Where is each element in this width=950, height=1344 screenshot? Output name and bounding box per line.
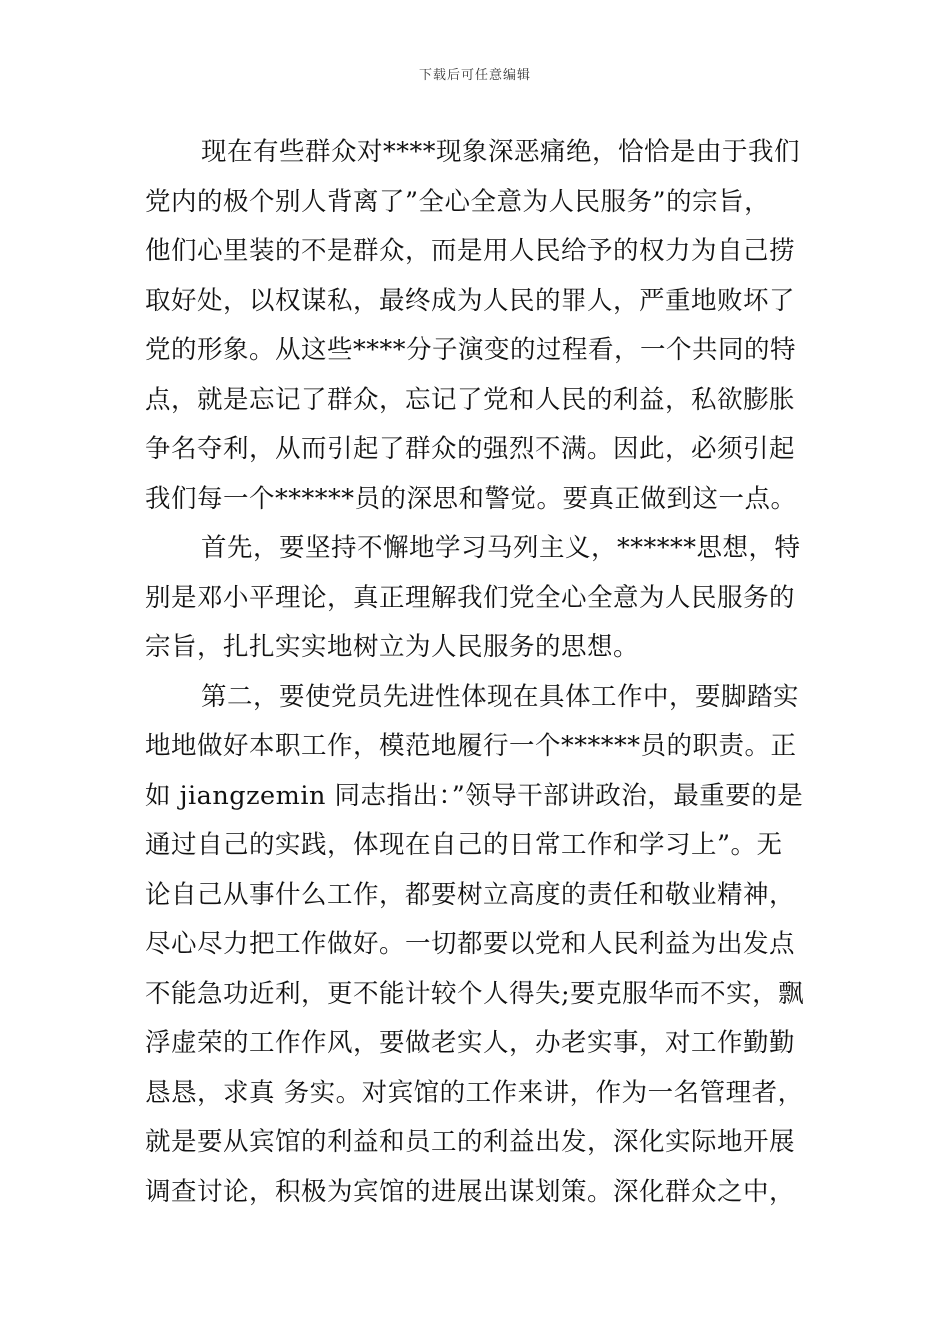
paragraph-3-line-7: 不能急功近利，更不能计较个人得失;要克服华而不实，飘 [145,978,805,1009]
paragraph-2-line-3: 宗旨，扎扎实实地树立为人民服务的思想。 [145,632,640,662]
paragraph-2-line-2: 别是邓小平理论，真正理解我们党全心全意为人民服务的 [145,582,796,613]
paragraph-1-line-5: 党的形象。从这些****分子演变的过程看，一个共同的特 [145,335,797,365]
paragraph-3-line-4: 通过自己的实践，体现在自己的日常工作和学习上”。无 [145,830,783,860]
document-body [145,128,810,1217]
paragraph-3-line-3: 如 jiangzemin 同志指出：”领导干部讲政治，最重要的是 [145,780,804,811]
paragraph-1-line-2: 党内的极个别人背离了”全心全意为人民服务”的宗旨， [145,186,771,217]
paragraph-1-line-6: 点，就是忘记了群众，忘记了党和人民的利益，私欲膨胀 [145,384,796,415]
paragraph-3-line-1: 第二，要使党员先进性体现在具体工作中，要脚踏实 [201,681,800,712]
paragraph-1-line-3: 他们心里装的不是群众，而是用人民给予的权力为自己捞 [145,236,796,266]
paragraph-3-line-10: 就是要从宾馆的利益和员工的利益出发，深化实际地开展 [145,1127,796,1157]
paragraph-1-line-4: 取好处，以权谋私，最终成为人民的罪人，严重地败坏了 [145,285,796,316]
paragraph-3-line-5: 论自己从事什么工作，都要树立高度的责任和敬业精神， [145,879,796,910]
paragraph-3-line-6: 尽心尽力把工作做好。一切都要以党和人民利益为出发点 [145,929,796,959]
page-header: 下载后可任意编辑 [418,68,531,83]
paragraph-3-line-2: 地地做好本职工作，模范地履行一个******员的职责。正 [145,731,797,761]
paragraph-1-line-7: 争名夺利，从而引起了群众的强烈不满。因此，必须引起 [145,434,796,464]
paragraph-3-line-11: 调查讨论，积极为宾馆的进展出谋划策。深化群众之中， [145,1176,796,1207]
paragraph-3-line-8: 浮虚荣的工作作风，要做老实人，办老实事，对工作勤勤 [145,1028,796,1058]
paragraph-2-line-1: 首先，要坚持不懈地学习马列主义，******思想，特 [201,533,801,563]
paragraph-3-line-9: 恳恳，求真 务实。对宾馆的工作来讲，作为一名管理者， [145,1077,804,1108]
paragraph-1-line-8: 我们每一个******员的深思和警觉。要真正做到这一点。 [145,483,797,514]
paragraph-1-line-1: 现在有些群众对****现象深恶痛绝，恰恰是由于我们 [201,137,801,167]
